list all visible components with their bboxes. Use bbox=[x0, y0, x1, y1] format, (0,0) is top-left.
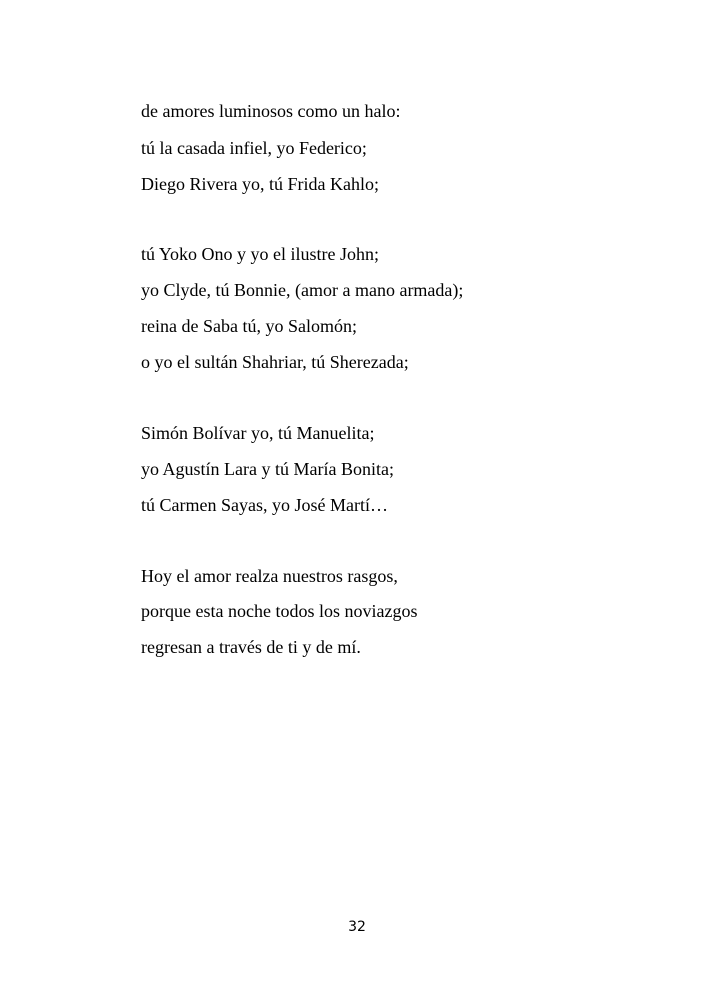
poem-line: Simón Bolívar yo, tú Manuelita; bbox=[141, 423, 375, 443]
poem-line: tú Carmen Sayas, yo José Martí… bbox=[141, 495, 388, 515]
poem-line: tú la casada infiel, yo Federico; bbox=[141, 138, 367, 158]
poem-line: yo Clyde, tú Bonnie, (amor a mano armada); bbox=[141, 280, 464, 300]
poem-line: porque esta noche todos los noviazgos bbox=[141, 601, 418, 621]
poem-line: yo Agustín Lara y tú María Bonita; bbox=[141, 459, 394, 479]
poem-line: o yo el sultán Shahriar, tú Sherezada; bbox=[141, 352, 409, 372]
poem-line: reina de Saba tú, yo Salomón; bbox=[141, 316, 357, 336]
poem-line: de amores luminosos como un halo: bbox=[141, 101, 401, 121]
poem-line: Diego Rivera yo, tú Frida Kahlo; bbox=[141, 174, 379, 194]
page-number: 32 bbox=[348, 919, 366, 935]
poem-line: regresan a través de ti y de mí. bbox=[141, 637, 361, 657]
poem-line: Hoy el amor realza nuestros rasgos, bbox=[141, 566, 398, 586]
poem-line: tú Yoko Ono y yo el ilustre John; bbox=[141, 244, 380, 264]
